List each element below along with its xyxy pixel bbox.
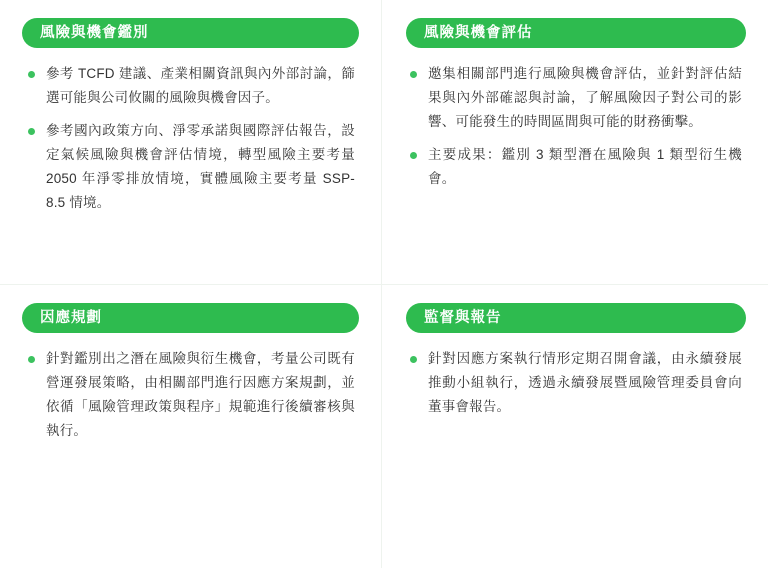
list-item [408,62,742,134]
bullet-list [404,347,746,419]
card-risk-opportunity-identification [0,0,382,285]
bullet-list [404,62,746,191]
bullet-dot-icon [410,356,417,363]
bullet-dot-icon [410,152,417,159]
list-item-text: 主要成果：鑑別 3 類型潛在風險與 1 類型衍生機會。 [428,147,742,187]
list-item-text: 針對鑑別出之潛在風險與衍生機會，考量公司既有營運發展策略，由相關部門進行因應方案規劃，並依循「風險管理政策與程序」規範進行後續審核與執行。 [46,351,355,439]
list-item [408,143,742,191]
card-supervision-and-reporting [382,285,768,568]
bullet-dot-icon [28,356,35,363]
bullet-dot-icon [410,71,417,78]
card-risk-opportunity-assessment [382,0,768,285]
list-item-text: 參考國內政策方向、淨零承諾與國際評估報告，設定氣候風險與機會評估情境，轉型風險主要考量 2050 年淨零排放情境，實體風險主要考量 SSP-8.5 情境。 [46,123,355,211]
list-item [26,347,355,443]
list-item-text: 參考 TCFD 建議、產業相關資訊與內外部討論，篩選可能與公司攸關的風險與機會因子。 [46,66,355,106]
bullet-dot-icon [28,128,35,135]
list-item-text: 邀集相關部門進行風險與機會評估，並針對評估結果與內外部確認與討論，了解風險因子對公司的影響、可能發生的時間區間與可能的財務衝擊。 [428,66,742,130]
card-title: 監督與報告 [406,303,746,333]
bullet-list [22,347,359,443]
card-title: 風險與機會鑑別 [22,18,359,48]
card-response-planning [0,285,382,568]
list-item [26,119,355,215]
list-item [408,347,742,419]
bullet-dot-icon [28,71,35,78]
bullet-list [22,62,359,215]
card-title: 風險與機會評估 [406,18,746,48]
list-item-text: 針對因應方案執行情形定期召開會議，由永續發展推動小組執行，透過永續發展暨風險管理委員會向董事會報告。 [428,351,742,415]
list-item [26,62,355,110]
card-title: 因應規劃 [22,303,359,333]
